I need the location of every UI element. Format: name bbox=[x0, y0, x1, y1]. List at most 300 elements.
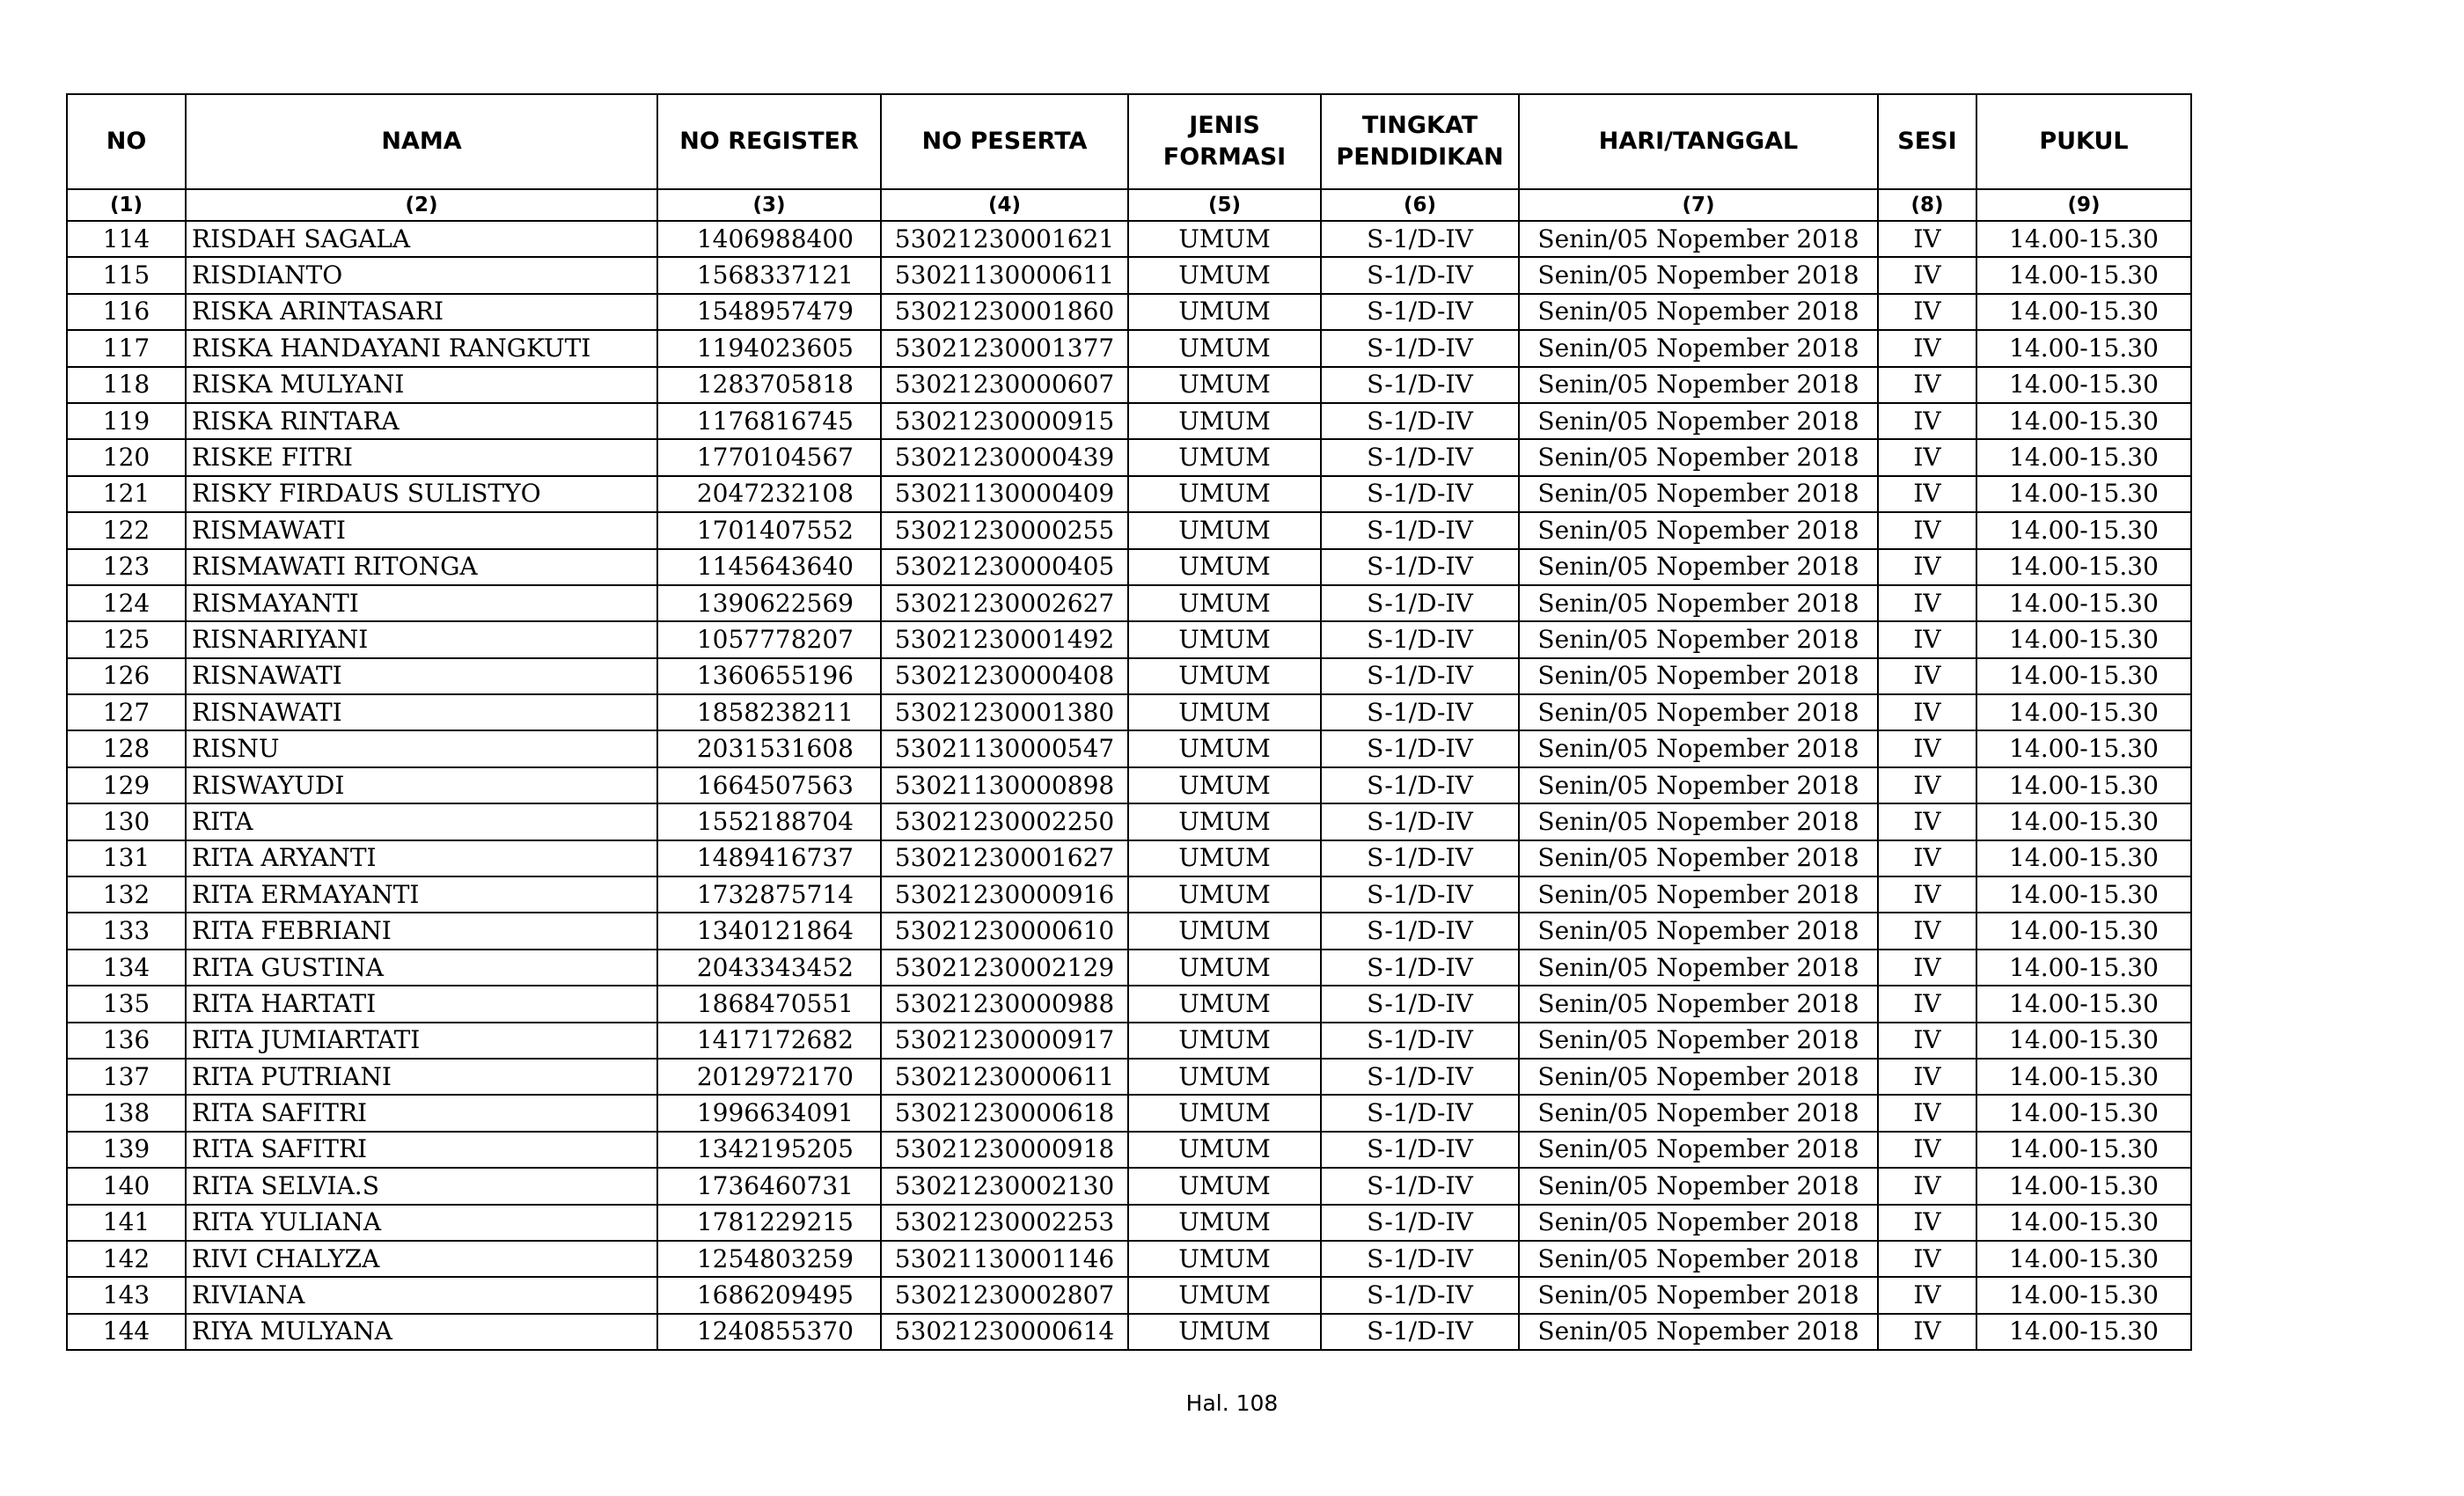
cell-no-peserta: 53021230002250 bbox=[881, 803, 1128, 840]
cell-pukul: 14.00-15.30 bbox=[1976, 1132, 2191, 1168]
cell-nama: RITA SAFITRI bbox=[186, 1132, 657, 1168]
cell-no: 131 bbox=[67, 840, 186, 876]
cell-nama: RITA YULIANA bbox=[186, 1205, 657, 1241]
cell-no-peserta: 53021230002627 bbox=[881, 585, 1128, 621]
cell-tingkat-pendidikan: S-1/D-IV bbox=[1321, 658, 1519, 694]
cell-pukul: 14.00-15.30 bbox=[1976, 1205, 2191, 1241]
cell-no: 117 bbox=[67, 330, 186, 366]
header-no-register: NO REGISTER bbox=[657, 94, 881, 189]
cell-no-register: 1240855370 bbox=[657, 1314, 881, 1350]
cell-nama: RISKA HANDAYANI RANGKUTI bbox=[186, 330, 657, 366]
cell-no-register: 1360655196 bbox=[657, 658, 881, 694]
cell-jenis-formasi: UMUM bbox=[1128, 1314, 1321, 1350]
table-row bbox=[67, 1241, 2191, 1277]
participant-schedule-table bbox=[66, 93, 2192, 1351]
cell-jenis-formasi: UMUM bbox=[1128, 476, 1321, 512]
column-number: (5) bbox=[1128, 189, 1321, 221]
cell-no: 122 bbox=[67, 512, 186, 548]
cell-no-register: 1858238211 bbox=[657, 694, 881, 730]
cell-tingkat-pendidikan: S-1/D-IV bbox=[1321, 1095, 1519, 1131]
table-row bbox=[67, 658, 2191, 694]
cell-pukul: 14.00-15.30 bbox=[1976, 476, 2191, 512]
cell-hari-tanggal: Senin/05 Nopember 2018 bbox=[1519, 1023, 1878, 1059]
cell-jenis-formasi: UMUM bbox=[1128, 840, 1321, 876]
cell-no-register: 1770104567 bbox=[657, 439, 881, 475]
cell-sesi: IV bbox=[1878, 294, 1976, 330]
cell-tingkat-pendidikan: S-1/D-IV bbox=[1321, 730, 1519, 766]
cell-tingkat-pendidikan: S-1/D-IV bbox=[1321, 512, 1519, 548]
header-tingkat-pendidikan: TINGKAT PENDIDIKAN bbox=[1321, 94, 1519, 189]
cell-pukul: 14.00-15.30 bbox=[1976, 221, 2191, 257]
cell-no-peserta: 53021230001377 bbox=[881, 330, 1128, 366]
cell-no: 140 bbox=[67, 1168, 186, 1204]
cell-nama: RITA SELVIA.S bbox=[186, 1168, 657, 1204]
cell-tingkat-pendidikan: S-1/D-IV bbox=[1321, 1241, 1519, 1277]
table-row bbox=[67, 950, 2191, 986]
cell-sesi: IV bbox=[1878, 549, 1976, 585]
cell-tingkat-pendidikan: S-1/D-IV bbox=[1321, 986, 1519, 1022]
cell-nama: RISKY FIRDAUS SULISTYO bbox=[186, 476, 657, 512]
cell-nama: RISKA ARINTASARI bbox=[186, 294, 657, 330]
cell-hari-tanggal: Senin/05 Nopember 2018 bbox=[1519, 330, 1878, 366]
cell-nama: RITA PUTRIANI bbox=[186, 1059, 657, 1095]
cell-jenis-formasi: UMUM bbox=[1128, 1168, 1321, 1204]
cell-hari-tanggal: Senin/05 Nopember 2018 bbox=[1519, 585, 1878, 621]
column-number: (7) bbox=[1519, 189, 1878, 221]
cell-no-register: 2047232108 bbox=[657, 476, 881, 512]
cell-nama: RITA SAFITRI bbox=[186, 1095, 657, 1131]
cell-sesi: IV bbox=[1878, 767, 1976, 803]
cell-pukul: 14.00-15.30 bbox=[1976, 512, 2191, 548]
cell-tingkat-pendidikan: S-1/D-IV bbox=[1321, 803, 1519, 840]
cell-no-peserta: 53021130000611 bbox=[881, 257, 1128, 293]
cell-nama: RITA bbox=[186, 803, 657, 840]
cell-nama: RISMAWATI bbox=[186, 512, 657, 548]
cell-no-peserta: 53021130000409 bbox=[881, 476, 1128, 512]
cell-jenis-formasi: UMUM bbox=[1128, 439, 1321, 475]
cell-hari-tanggal: Senin/05 Nopember 2018 bbox=[1519, 403, 1878, 439]
cell-jenis-formasi: UMUM bbox=[1128, 330, 1321, 366]
cell-tingkat-pendidikan: S-1/D-IV bbox=[1321, 1205, 1519, 1241]
cell-no: 144 bbox=[67, 1314, 186, 1350]
table-row bbox=[67, 367, 2191, 403]
cell-tingkat-pendidikan: S-1/D-IV bbox=[1321, 221, 1519, 257]
column-number: (3) bbox=[657, 189, 881, 221]
table-row bbox=[67, 1314, 2191, 1350]
column-number: (2) bbox=[186, 189, 657, 221]
cell-hari-tanggal: Senin/05 Nopember 2018 bbox=[1519, 476, 1878, 512]
cell-jenis-formasi: UMUM bbox=[1128, 658, 1321, 694]
cell-no: 136 bbox=[67, 1023, 186, 1059]
cell-pukul: 14.00-15.30 bbox=[1976, 986, 2191, 1022]
cell-nama: RITA JUMIARTATI bbox=[186, 1023, 657, 1059]
cell-hari-tanggal: Senin/05 Nopember 2018 bbox=[1519, 221, 1878, 257]
cell-no-peserta: 53021130000547 bbox=[881, 730, 1128, 766]
cell-tingkat-pendidikan: S-1/D-IV bbox=[1321, 294, 1519, 330]
cell-jenis-formasi: UMUM bbox=[1128, 986, 1321, 1022]
cell-no: 134 bbox=[67, 950, 186, 986]
cell-pukul: 14.00-15.30 bbox=[1976, 730, 2191, 766]
cell-hari-tanggal: Senin/05 Nopember 2018 bbox=[1519, 294, 1878, 330]
cell-no-register: 1732875714 bbox=[657, 876, 881, 913]
table-row bbox=[67, 767, 2191, 803]
cell-tingkat-pendidikan: S-1/D-IV bbox=[1321, 840, 1519, 876]
cell-sesi: IV bbox=[1878, 913, 1976, 949]
cell-sesi: IV bbox=[1878, 950, 1976, 986]
cell-no: 133 bbox=[67, 913, 186, 949]
cell-nama: RISKA RINTARA bbox=[186, 403, 657, 439]
cell-sesi: IV bbox=[1878, 876, 1976, 913]
cell-hari-tanggal: Senin/05 Nopember 2018 bbox=[1519, 439, 1878, 475]
cell-pukul: 14.00-15.30 bbox=[1976, 439, 2191, 475]
cell-sesi: IV bbox=[1878, 221, 1976, 257]
cell-no: 135 bbox=[67, 986, 186, 1022]
cell-jenis-formasi: UMUM bbox=[1128, 913, 1321, 949]
cell-jenis-formasi: UMUM bbox=[1128, 367, 1321, 403]
cell-no-peserta: 53021230002129 bbox=[881, 950, 1128, 986]
cell-pukul: 14.00-15.30 bbox=[1976, 549, 2191, 585]
cell-no-peserta: 53021230000607 bbox=[881, 367, 1128, 403]
table-row bbox=[67, 840, 2191, 876]
cell-pukul: 14.00-15.30 bbox=[1976, 767, 2191, 803]
cell-sesi: IV bbox=[1878, 1314, 1976, 1350]
cell-no: 118 bbox=[67, 367, 186, 403]
cell-tingkat-pendidikan: S-1/D-IV bbox=[1321, 1277, 1519, 1313]
cell-pukul: 14.00-15.30 bbox=[1976, 330, 2191, 366]
cell-no-peserta: 53021230000611 bbox=[881, 1059, 1128, 1095]
cell-sesi: IV bbox=[1878, 1095, 1976, 1131]
cell-tingkat-pendidikan: S-1/D-IV bbox=[1321, 585, 1519, 621]
cell-no-peserta: 53021230002130 bbox=[881, 1168, 1128, 1204]
cell-no-register: 2031531608 bbox=[657, 730, 881, 766]
cell-nama: RISWAYUDI bbox=[186, 767, 657, 803]
cell-tingkat-pendidikan: S-1/D-IV bbox=[1321, 257, 1519, 293]
cell-no-peserta: 53021230000408 bbox=[881, 658, 1128, 694]
cell-no-peserta: 53021230000618 bbox=[881, 1095, 1128, 1131]
cell-no-peserta: 53021230001627 bbox=[881, 840, 1128, 876]
header-hari-tanggal: HARI/TANGGAL bbox=[1519, 94, 1878, 189]
cell-jenis-formasi: UMUM bbox=[1128, 767, 1321, 803]
cell-sesi: IV bbox=[1878, 367, 1976, 403]
cell-no: 120 bbox=[67, 439, 186, 475]
cell-no-peserta: 53021130000898 bbox=[881, 767, 1128, 803]
cell-sesi: IV bbox=[1878, 585, 1976, 621]
cell-no-register: 1489416737 bbox=[657, 840, 881, 876]
cell-hari-tanggal: Senin/05 Nopember 2018 bbox=[1519, 1095, 1878, 1131]
cell-jenis-formasi: UMUM bbox=[1128, 876, 1321, 913]
cell-no: 138 bbox=[67, 1095, 186, 1131]
cell-jenis-formasi: UMUM bbox=[1128, 1023, 1321, 1059]
column-number-row bbox=[67, 189, 2191, 221]
cell-hari-tanggal: Senin/05 Nopember 2018 bbox=[1519, 1059, 1878, 1095]
cell-sesi: IV bbox=[1878, 1241, 1976, 1277]
cell-pukul: 14.00-15.30 bbox=[1976, 1314, 2191, 1350]
cell-tingkat-pendidikan: S-1/D-IV bbox=[1321, 1132, 1519, 1168]
cell-jenis-formasi: UMUM bbox=[1128, 1277, 1321, 1313]
cell-hari-tanggal: Senin/05 Nopember 2018 bbox=[1519, 950, 1878, 986]
cell-no-register: 1194023605 bbox=[657, 330, 881, 366]
table-row bbox=[67, 439, 2191, 475]
cell-hari-tanggal: Senin/05 Nopember 2018 bbox=[1519, 913, 1878, 949]
cell-no-peserta: 53021230002253 bbox=[881, 1205, 1128, 1241]
cell-pukul: 14.00-15.30 bbox=[1976, 950, 2191, 986]
cell-no-peserta: 53021230000918 bbox=[881, 1132, 1128, 1168]
cell-pukul: 14.00-15.30 bbox=[1976, 294, 2191, 330]
cell-nama: RITA ERMAYANTI bbox=[186, 876, 657, 913]
cell-sesi: IV bbox=[1878, 621, 1976, 657]
cell-jenis-formasi: UMUM bbox=[1128, 803, 1321, 840]
cell-no-peserta: 53021230000405 bbox=[881, 549, 1128, 585]
cell-jenis-formasi: UMUM bbox=[1128, 950, 1321, 986]
cell-sesi: IV bbox=[1878, 1168, 1976, 1204]
cell-no-peserta: 53021230000915 bbox=[881, 403, 1128, 439]
cell-hari-tanggal: Senin/05 Nopember 2018 bbox=[1519, 549, 1878, 585]
cell-tingkat-pendidikan: S-1/D-IV bbox=[1321, 767, 1519, 803]
cell-no-peserta: 53021230001492 bbox=[881, 621, 1128, 657]
cell-hari-tanggal: Senin/05 Nopember 2018 bbox=[1519, 986, 1878, 1022]
cell-no-register: 1417172682 bbox=[657, 1023, 881, 1059]
table-row bbox=[67, 1132, 2191, 1168]
cell-no-register: 1406988400 bbox=[657, 221, 881, 257]
cell-no-register: 1996634091 bbox=[657, 1095, 881, 1131]
table-row bbox=[67, 730, 2191, 766]
cell-no-peserta: 53021230000917 bbox=[881, 1023, 1128, 1059]
cell-hari-tanggal: Senin/05 Nopember 2018 bbox=[1519, 1132, 1878, 1168]
table-row bbox=[67, 1168, 2191, 1204]
cell-sesi: IV bbox=[1878, 1205, 1976, 1241]
table-row bbox=[67, 549, 2191, 585]
cell-tingkat-pendidikan: S-1/D-IV bbox=[1321, 1059, 1519, 1095]
cell-pukul: 14.00-15.30 bbox=[1976, 913, 2191, 949]
cell-nama: RISNU bbox=[186, 730, 657, 766]
cell-sesi: IV bbox=[1878, 1059, 1976, 1095]
cell-tingkat-pendidikan: S-1/D-IV bbox=[1321, 439, 1519, 475]
cell-hari-tanggal: Senin/05 Nopember 2018 bbox=[1519, 803, 1878, 840]
cell-no-register: 1057778207 bbox=[657, 621, 881, 657]
cell-sesi: IV bbox=[1878, 330, 1976, 366]
cell-jenis-formasi: UMUM bbox=[1128, 730, 1321, 766]
cell-hari-tanggal: Senin/05 Nopember 2018 bbox=[1519, 257, 1878, 293]
cell-no-peserta: 53021230001621 bbox=[881, 221, 1128, 257]
cell-tingkat-pendidikan: S-1/D-IV bbox=[1321, 1168, 1519, 1204]
cell-no-register: 1868470551 bbox=[657, 986, 881, 1022]
cell-hari-tanggal: Senin/05 Nopember 2018 bbox=[1519, 767, 1878, 803]
table-row bbox=[67, 1277, 2191, 1313]
cell-sesi: IV bbox=[1878, 1277, 1976, 1313]
cell-sesi: IV bbox=[1878, 803, 1976, 840]
cell-sesi: IV bbox=[1878, 730, 1976, 766]
column-number: (6) bbox=[1321, 189, 1519, 221]
cell-nama: RIVI CHALYZA bbox=[186, 1241, 657, 1277]
table-row bbox=[67, 1023, 2191, 1059]
cell-nama: RISNAWATI bbox=[186, 694, 657, 730]
cell-no: 137 bbox=[67, 1059, 186, 1095]
cell-pukul: 14.00-15.30 bbox=[1976, 257, 2191, 293]
table-row bbox=[67, 221, 2191, 257]
cell-sesi: IV bbox=[1878, 476, 1976, 512]
cell-sesi: IV bbox=[1878, 986, 1976, 1022]
cell-tingkat-pendidikan: S-1/D-IV bbox=[1321, 476, 1519, 512]
table-row bbox=[67, 476, 2191, 512]
cell-sesi: IV bbox=[1878, 658, 1976, 694]
cell-no-register: 1568337121 bbox=[657, 257, 881, 293]
cell-jenis-formasi: UMUM bbox=[1128, 621, 1321, 657]
cell-nama: RIVIANA bbox=[186, 1277, 657, 1313]
cell-hari-tanggal: Senin/05 Nopember 2018 bbox=[1519, 621, 1878, 657]
cell-hari-tanggal: Senin/05 Nopember 2018 bbox=[1519, 1168, 1878, 1204]
cell-no-register: 1781229215 bbox=[657, 1205, 881, 1241]
cell-no-register: 1686209495 bbox=[657, 1277, 881, 1313]
cell-nama: RITA HARTATI bbox=[186, 986, 657, 1022]
cell-no-register: 1664507563 bbox=[657, 767, 881, 803]
cell-no: 123 bbox=[67, 549, 186, 585]
cell-tingkat-pendidikan: S-1/D-IV bbox=[1321, 876, 1519, 913]
column-number: (8) bbox=[1878, 189, 1976, 221]
table-row bbox=[67, 294, 2191, 330]
table-row bbox=[67, 803, 2191, 840]
cell-jenis-formasi: UMUM bbox=[1128, 403, 1321, 439]
header-no-peserta: NO PESERTA bbox=[881, 94, 1128, 189]
cell-jenis-formasi: UMUM bbox=[1128, 221, 1321, 257]
header-sesi: SESI bbox=[1878, 94, 1976, 189]
cell-pukul: 14.00-15.30 bbox=[1976, 803, 2191, 840]
cell-jenis-formasi: UMUM bbox=[1128, 257, 1321, 293]
cell-sesi: IV bbox=[1878, 1132, 1976, 1168]
cell-no-register: 1736460731 bbox=[657, 1168, 881, 1204]
table-row bbox=[67, 694, 2191, 730]
cell-tingkat-pendidikan: S-1/D-IV bbox=[1321, 367, 1519, 403]
cell-no: 130 bbox=[67, 803, 186, 840]
cell-nama: RITA FEBRIANI bbox=[186, 913, 657, 949]
cell-sesi: IV bbox=[1878, 694, 1976, 730]
cell-tingkat-pendidikan: S-1/D-IV bbox=[1321, 913, 1519, 949]
cell-sesi: IV bbox=[1878, 512, 1976, 548]
cell-no: 124 bbox=[67, 585, 186, 621]
cell-tingkat-pendidikan: S-1/D-IV bbox=[1321, 403, 1519, 439]
cell-tingkat-pendidikan: S-1/D-IV bbox=[1321, 694, 1519, 730]
cell-no-register: 1548957479 bbox=[657, 294, 881, 330]
cell-no-register: 1176816745 bbox=[657, 403, 881, 439]
table-row bbox=[67, 585, 2191, 621]
cell-no-register: 1390622569 bbox=[657, 585, 881, 621]
header-pukul: PUKUL bbox=[1976, 94, 2191, 189]
cell-pukul: 14.00-15.30 bbox=[1976, 367, 2191, 403]
cell-pukul: 14.00-15.30 bbox=[1976, 1168, 2191, 1204]
cell-nama: RISKE FITRI bbox=[186, 439, 657, 475]
cell-tingkat-pendidikan: S-1/D-IV bbox=[1321, 330, 1519, 366]
cell-sesi: IV bbox=[1878, 403, 1976, 439]
cell-no-register: 1340121864 bbox=[657, 913, 881, 949]
table-row bbox=[67, 621, 2191, 657]
cell-no-peserta: 53021230000614 bbox=[881, 1314, 1128, 1350]
cell-jenis-formasi: UMUM bbox=[1128, 585, 1321, 621]
cell-no-register: 1552188704 bbox=[657, 803, 881, 840]
cell-pukul: 14.00-15.30 bbox=[1976, 876, 2191, 913]
cell-no: 127 bbox=[67, 694, 186, 730]
cell-no-peserta: 53021230001380 bbox=[881, 694, 1128, 730]
cell-hari-tanggal: Senin/05 Nopember 2018 bbox=[1519, 658, 1878, 694]
cell-sesi: IV bbox=[1878, 439, 1976, 475]
cell-tingkat-pendidikan: S-1/D-IV bbox=[1321, 1314, 1519, 1350]
cell-pukul: 14.00-15.30 bbox=[1976, 1277, 2191, 1313]
table-row bbox=[67, 1095, 2191, 1131]
cell-pukul: 14.00-15.30 bbox=[1976, 658, 2191, 694]
cell-nama: RISKA MULYANI bbox=[186, 367, 657, 403]
cell-pukul: 14.00-15.30 bbox=[1976, 840, 2191, 876]
cell-nama: RISMAYANTI bbox=[186, 585, 657, 621]
cell-tingkat-pendidikan: S-1/D-IV bbox=[1321, 1023, 1519, 1059]
cell-pukul: 14.00-15.30 bbox=[1976, 1023, 2191, 1059]
cell-hari-tanggal: Senin/05 Nopember 2018 bbox=[1519, 730, 1878, 766]
cell-no: 139 bbox=[67, 1132, 186, 1168]
header-nama: NAMA bbox=[186, 94, 657, 189]
cell-nama: RITA GUSTINA bbox=[186, 950, 657, 986]
cell-no: 121 bbox=[67, 476, 186, 512]
table-row bbox=[67, 403, 2191, 439]
cell-nama: RIYA MULYANA bbox=[186, 1314, 657, 1350]
cell-no: 142 bbox=[67, 1241, 186, 1277]
cell-pukul: 14.00-15.30 bbox=[1976, 403, 2191, 439]
cell-hari-tanggal: Senin/05 Nopember 2018 bbox=[1519, 840, 1878, 876]
cell-no-peserta: 53021230000439 bbox=[881, 439, 1128, 475]
cell-hari-tanggal: Senin/05 Nopember 2018 bbox=[1519, 1314, 1878, 1350]
cell-pukul: 14.00-15.30 bbox=[1976, 621, 2191, 657]
cell-jenis-formasi: UMUM bbox=[1128, 294, 1321, 330]
cell-no-register: 2012972170 bbox=[657, 1059, 881, 1095]
header-row bbox=[67, 94, 2191, 189]
cell-no: 141 bbox=[67, 1205, 186, 1241]
cell-pukul: 14.00-15.30 bbox=[1976, 585, 2191, 621]
cell-jenis-formasi: UMUM bbox=[1128, 1241, 1321, 1277]
cell-no-peserta: 53021230001860 bbox=[881, 294, 1128, 330]
cell-no: 114 bbox=[67, 221, 186, 257]
cell-sesi: IV bbox=[1878, 840, 1976, 876]
cell-pukul: 14.00-15.30 bbox=[1976, 1059, 2191, 1095]
cell-hari-tanggal: Senin/05 Nopember 2018 bbox=[1519, 876, 1878, 913]
table-row bbox=[67, 913, 2191, 949]
cell-nama: RISDAH SAGALA bbox=[186, 221, 657, 257]
cell-sesi: IV bbox=[1878, 257, 1976, 293]
cell-jenis-formasi: UMUM bbox=[1128, 512, 1321, 548]
cell-no-register: 1283705818 bbox=[657, 367, 881, 403]
cell-no-register: 1701407552 bbox=[657, 512, 881, 548]
cell-no-register: 1145643640 bbox=[657, 549, 881, 585]
cell-no-peserta: 53021230000255 bbox=[881, 512, 1128, 548]
table-row bbox=[67, 1059, 2191, 1095]
table-row bbox=[67, 876, 2191, 913]
column-number: (4) bbox=[881, 189, 1128, 221]
header-jenis-formasi: JENIS FORMASI bbox=[1128, 94, 1321, 189]
cell-no-peserta: 53021230002807 bbox=[881, 1277, 1128, 1313]
cell-no: 116 bbox=[67, 294, 186, 330]
cell-nama: RISDIANTO bbox=[186, 257, 657, 293]
cell-no: 129 bbox=[67, 767, 186, 803]
cell-hari-tanggal: Senin/05 Nopember 2018 bbox=[1519, 694, 1878, 730]
cell-pukul: 14.00-15.30 bbox=[1976, 1095, 2191, 1131]
table-body bbox=[67, 221, 2191, 1350]
cell-no-peserta: 53021230000610 bbox=[881, 913, 1128, 949]
cell-no: 132 bbox=[67, 876, 186, 913]
cell-nama: RISNARIYANI bbox=[186, 621, 657, 657]
cell-no-peserta: 53021230000988 bbox=[881, 986, 1128, 1022]
cell-no: 125 bbox=[67, 621, 186, 657]
cell-nama: RISNAWATI bbox=[186, 658, 657, 694]
cell-no: 143 bbox=[67, 1277, 186, 1313]
cell-no: 115 bbox=[67, 257, 186, 293]
cell-no-peserta: 53021230000916 bbox=[881, 876, 1128, 913]
table-row bbox=[67, 512, 2191, 548]
table-row bbox=[67, 1205, 2191, 1241]
